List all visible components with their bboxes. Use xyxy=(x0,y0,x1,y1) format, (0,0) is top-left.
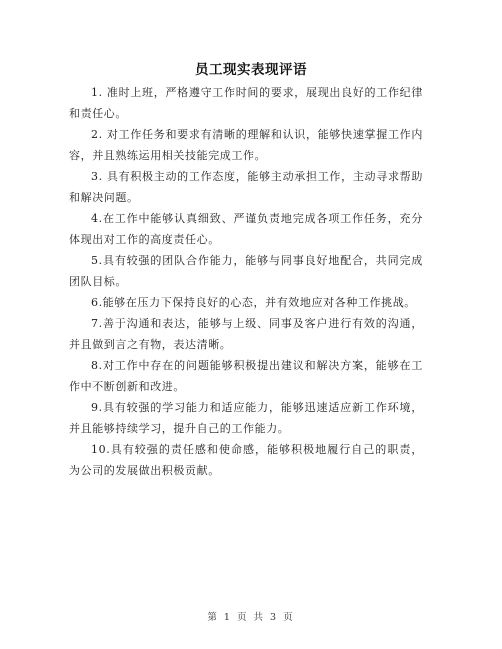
paragraph-2: 2. 对工作任务和要求有清晰的理解和认识，能够快速掌握工作内容，并且熟练运用相关技能完成工作。 xyxy=(69,128,423,162)
paragraph-3: 3. 具有积极主动的工作态度，能够主动承担工作，主动寻求帮助和解决问题。 xyxy=(69,170,423,204)
paragraph-7: 7.善于沟通和表达，能够与上级、同事及客户进行有效的沟通，并且做到言之有物，表达清晰。 xyxy=(69,317,423,351)
page-title: 员工现实表现评语 xyxy=(195,62,307,78)
paragraph-4: 4.在工作中能够认真细致、严谨负责地完成各项工作任务，充分体现出对工作的高度责任心。 xyxy=(69,212,423,246)
paragraph-1: 1. 准时上班，严格遵守工作时间的要求，展现出良好的工作纪律和责任心。 xyxy=(69,86,423,120)
page-footer: 第 1 页 共 3 页 xyxy=(207,612,295,623)
paragraph-5: 5.具有较强的团队合作能力，能够与同事良好地配合，共同完成团队目标。 xyxy=(69,254,423,288)
paragraph-6: 6.能够在压力下保持良好的心态，并有效地应对各种工作挑战。 xyxy=(91,296,416,309)
paragraph-10: 10.具有较强的责任感和使命感，能够积极地履行自己的职责，为公司的发展做出积极贡献。 xyxy=(69,443,423,477)
paragraph-8: 8.对工作中存在的问题能够积极提出建议和解决方案，能够在工作中不断创新和改进。 xyxy=(69,359,423,393)
paragraph-9: 9.具有较强的学习能力和适应能力，能够迅速适应新工作环境，并且能够持续学习，提升自己的工作能力。 xyxy=(69,401,423,435)
document-body xyxy=(69,82,423,481)
